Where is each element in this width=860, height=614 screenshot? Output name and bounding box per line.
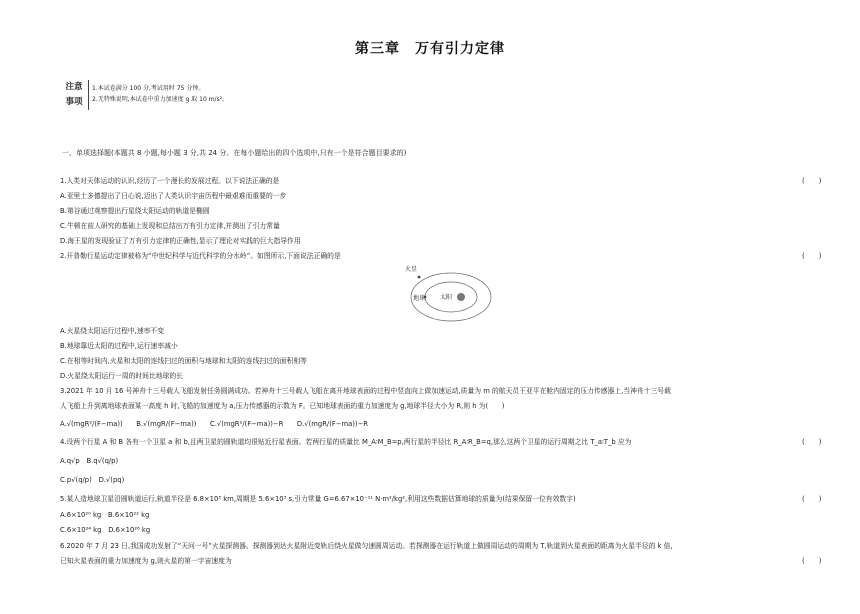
mars-label: 火星: [405, 266, 418, 273]
sun-label: 太阳: [440, 294, 453, 301]
sun-body: [457, 293, 465, 301]
answer-paren: ( ): [802, 177, 822, 185]
notice-label: [62, 80, 86, 110]
q5-options-cd: C.6×10²⁴ kg D.6×10²⁶ kg: [60, 526, 151, 534]
q4-options-cd: C.p√(q/p) D.√(pq): [60, 476, 125, 484]
q5-stem: 5.某人造地球卫星沿圆轨道运行,轨道半径是 6.8×10³ km,周期是 5.6×10³ s,引力常量 G=6.67×10⁻¹¹ N·m²/kg²,利用这些数据估算地球的质量为(结果保留一位有效数字): [60, 495, 576, 503]
orbit-diagram-svg: [405, 262, 494, 324]
q2-option-a: A.火星绕太阳运行过程中,速率不变: [60, 327, 165, 335]
q6-stem-line-1: 6.2020 年 7 月 23 日,我国成功发射了“天问一号”火星探测器。探测器到达火星附近变轨后绕火星做匀速圆周运动。若探测器在运行轨道上做圆周运动的周期为 T,轨道到火星表面的距离为火星半径的 k 倍,: [60, 542, 673, 550]
earth-label: 地球: [413, 295, 426, 302]
q3-stem-line-2: 人飞船上升到离地球表面某一高度 h 时,飞船的加速度为 a,压力传感器的示数为 F。已知地球表面的重力加速度为 g,地球半径大小为 R,则 h 为( ): [60, 402, 505, 410]
q1-option-d: D.海王星的发现验证了万有引力定律的正确性,显示了理论对实践的巨大指导作用: [60, 237, 301, 245]
answer-paren: ( ): [802, 557, 822, 565]
q3-stem-line-1: 3.2021 年 10 月 16 号神舟十三号载人飞船发射任务圆满成功。若神舟十三号载人飞船在离开地球表面的过程中竖直向上做加速运动,质量为 m 的航天员王亚平在舱内固定的压力传感器上,当神舟十三号载: [60, 387, 671, 395]
answer-paren: ( ): [802, 438, 822, 446]
q1-option-a: A.亚里士多德提出了日心说,迈出了人类认识宇宙历程中最艰难而重要的一步: [60, 192, 287, 200]
q6-stem-line-2: 已知火星表面的重力加速度为 g,则火星的第一宇宙速度为: [60, 557, 232, 565]
notice-divider: [88, 80, 89, 110]
notice-items: [92, 83, 228, 105]
mars-body: [418, 276, 421, 279]
q2-stem: 2.开普勒行星运动定律被称为“中世纪科学与近代科学的分水岭”。如图所示,下面说法正确的是: [60, 252, 341, 260]
answer-paren: ( ): [802, 495, 822, 503]
q2-option-c: C.在相等时间内,火星和太阳的连线扫过的面积与地球和太阳的连线扫过的面积相等: [60, 357, 307, 365]
orbit-diagram: [405, 262, 494, 324]
answer-paren: ( ): [802, 252, 822, 260]
q1-option-b: B.第谷通过观察提出行星绕太阳运动的轨道是椭圆: [60, 207, 210, 215]
page-title: 第三章 万有引力定律: [355, 41, 505, 57]
notice-label-line-1: 注意: [65, 82, 83, 92]
q2-option-b: B.地球靠近太阳的过程中,运行速率减小: [60, 342, 178, 350]
notice-item: 2.无特殊说明,本试卷中重力加速度 g 取 10 m/s²。: [92, 96, 229, 103]
section-heading: 一、单项选择题(本题共 8 小题,每小题 3 分,共 24 分。在每小题给出的四个选项中,只有一个是符合题目要求的): [62, 149, 407, 157]
q1-stem: 1.人类对天体运动的认识,经历了一个漫长的发展过程。以下说法正确的是: [60, 177, 280, 185]
q1-option-c: C.牛顿在前人研究的基础上发现和总结出万有引力定律,并测出了引力常量: [60, 222, 280, 230]
notice-label-line-2: 事项: [65, 97, 83, 107]
q4-stem: 4.设两个行星 A 和 B 各有一个卫星 a 和 b,且两卫星的圆轨道均很贴近行星表面。若两行星的质量比 M_A∶M_B=p,两行星的半径比 R_A∶R_B=q,那么这两个卫星的运行周期之比 T_a∶T_b 应为: [60, 438, 632, 446]
q2-option-d: D.火星绕太阳运行一周的时间比地球的长: [60, 372, 183, 380]
q5-options-ab: A.6×10²⁰ kg B.6×10²² kg: [60, 511, 150, 519]
q3-options: A.√(mgR²/(F−ma)) B.√(mgR/(F−ma)) C.√(mgR²/(F−ma))−R D.√(mgR/(F−ma))−R: [60, 420, 368, 428]
notice-item: 1.本试卷满分 100 分,考试用时 75 分钟。: [92, 85, 205, 92]
q4-options-ab: A.q√p B.q√(q/p): [60, 457, 119, 465]
